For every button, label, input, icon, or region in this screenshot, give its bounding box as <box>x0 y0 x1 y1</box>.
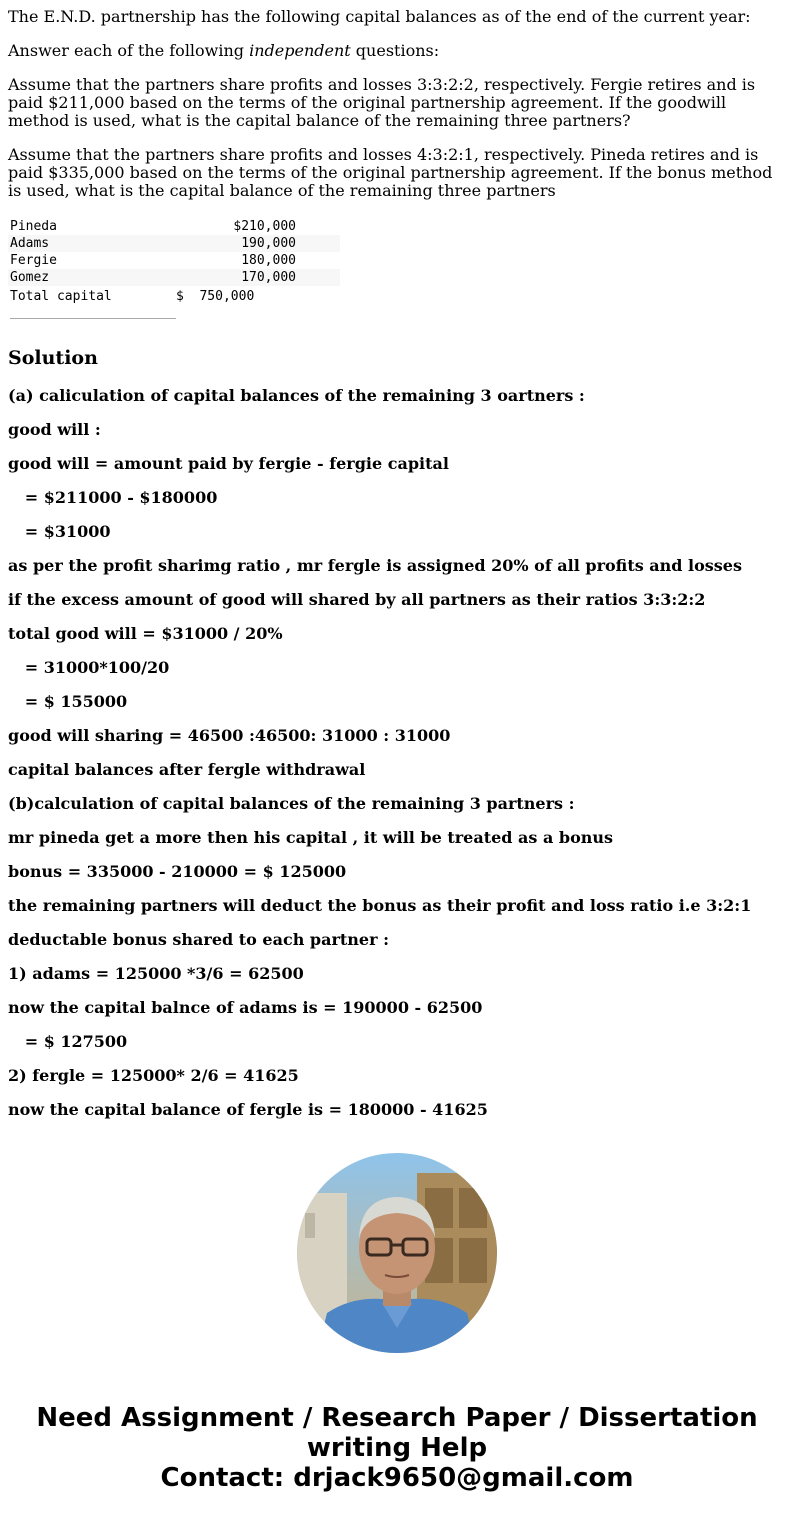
footer-line: writing Help <box>306 1433 488 1463</box>
table-row <box>8 235 340 252</box>
footer-line: Need Assignment / Research Paper / Dissertation <box>36 1403 758 1433</box>
total-label: Total capital <box>10 289 112 304</box>
solution-line: if the excess amount of good will shared by all partners as their ratios 3:3:2:2 <box>8 590 706 609</box>
solution-heading: Solution <box>8 347 98 369</box>
solution-line: the remaining partners will deduct the bonus as their profit and loss ratio i.e 3:2:1 <box>8 896 752 915</box>
instruction-pre: Answer each of the following <box>8 41 250 60</box>
solution-line: 1) adams = 125000 *3/6 = 62500 <box>8 964 304 983</box>
partner-name: Pineda <box>10 219 57 234</box>
partner-name: Fergie <box>10 253 57 268</box>
solution-line: 2) fergle = 125000* 2/6 = 41625 <box>8 1066 299 1085</box>
solution-line: now the capital balnce of adams is = 190000 - 62500 <box>8 998 483 1017</box>
capital-balances-table <box>8 218 340 305</box>
solution-line: = $ 155000 <box>8 692 128 711</box>
partner-capital: 170,000 <box>176 269 340 286</box>
table-row <box>8 218 340 235</box>
footer-contact-email: Contact: drjack9650@gmail.com <box>160 1463 634 1493</box>
solution-line: bonus = 335000 - 210000 = $ 125000 <box>8 862 347 881</box>
instruction-post: questions: <box>350 41 440 60</box>
solution-line: (a) caliculation of capital balances of the remaining 3 oartners : <box>8 386 585 405</box>
solution-line: deductable bonus shared to each partner : <box>8 930 389 949</box>
instruction-emphasis: independent <box>249 41 351 60</box>
table-row <box>8 252 340 269</box>
solution-line: mr pineda get a more then his capital , it will be treated as a bonus <box>8 828 614 847</box>
solution-line: capital balances after fergle withdrawal <box>8 760 366 779</box>
solution-line: as per the profit sharimg ratio , mr fergle is assigned 20% of all profits and losses <box>8 556 742 575</box>
table-total-row <box>8 286 340 305</box>
solution-line: = $211000 - $180000 <box>8 488 218 507</box>
solution-line: good will sharing = 46500 :46500: 31000 : 31000 <box>8 726 451 745</box>
question-instruction <box>8 42 786 60</box>
table-row <box>8 269 340 286</box>
solution-line: total good will = $31000 / 20% <box>8 624 283 643</box>
partner-name: Gomez <box>8 269 176 286</box>
portrait-illustration <box>297 1153 497 1353</box>
question-part-b: Assume that the partners share profits and losses 4:3:2:1, respectively. Pineda retires and is paid $335,000 based on the terms of the original partnership agreement. If the bonus method is used, what is the capital balance of the remaining three partners <box>8 145 773 200</box>
solution-line: now the capital balance of fergle is = 180000 - 41625 <box>8 1100 488 1119</box>
footer-contact <box>0 1403 794 1493</box>
question-intro: The E.N.D. partnership has the following capital balances as of the end of the current year: <box>8 7 751 26</box>
solution-line: (b)calculation of capital balances of the remaining 3 partners : <box>8 794 575 813</box>
solution-line: good will = amount paid by fergie - fergie capital <box>8 454 449 473</box>
partner-capital: $210,000 <box>233 219 296 234</box>
table-underline <box>10 318 176 319</box>
question-part-a: Assume that the partners share profits and losses 3:3:2:2, respectively. Fergie retires and is paid $211,000 based on the terms of the original partnership agreement. If the goodwill method is used, what is the capital balance of the remaining three partners? <box>8 75 756 130</box>
total-amount: $ 750,000 <box>176 289 255 304</box>
solution-line: = $31000 <box>8 522 111 541</box>
author-photo <box>297 1153 497 1353</box>
solution-line: good will : <box>8 420 101 439</box>
solution-line: = $ 127500 <box>8 1032 128 1051</box>
partner-capital: 190,000 <box>176 235 340 252</box>
solution-line: = 31000*100/20 <box>8 658 170 677</box>
partner-capital: 180,000 <box>241 253 296 268</box>
partner-name: Adams <box>8 235 176 252</box>
